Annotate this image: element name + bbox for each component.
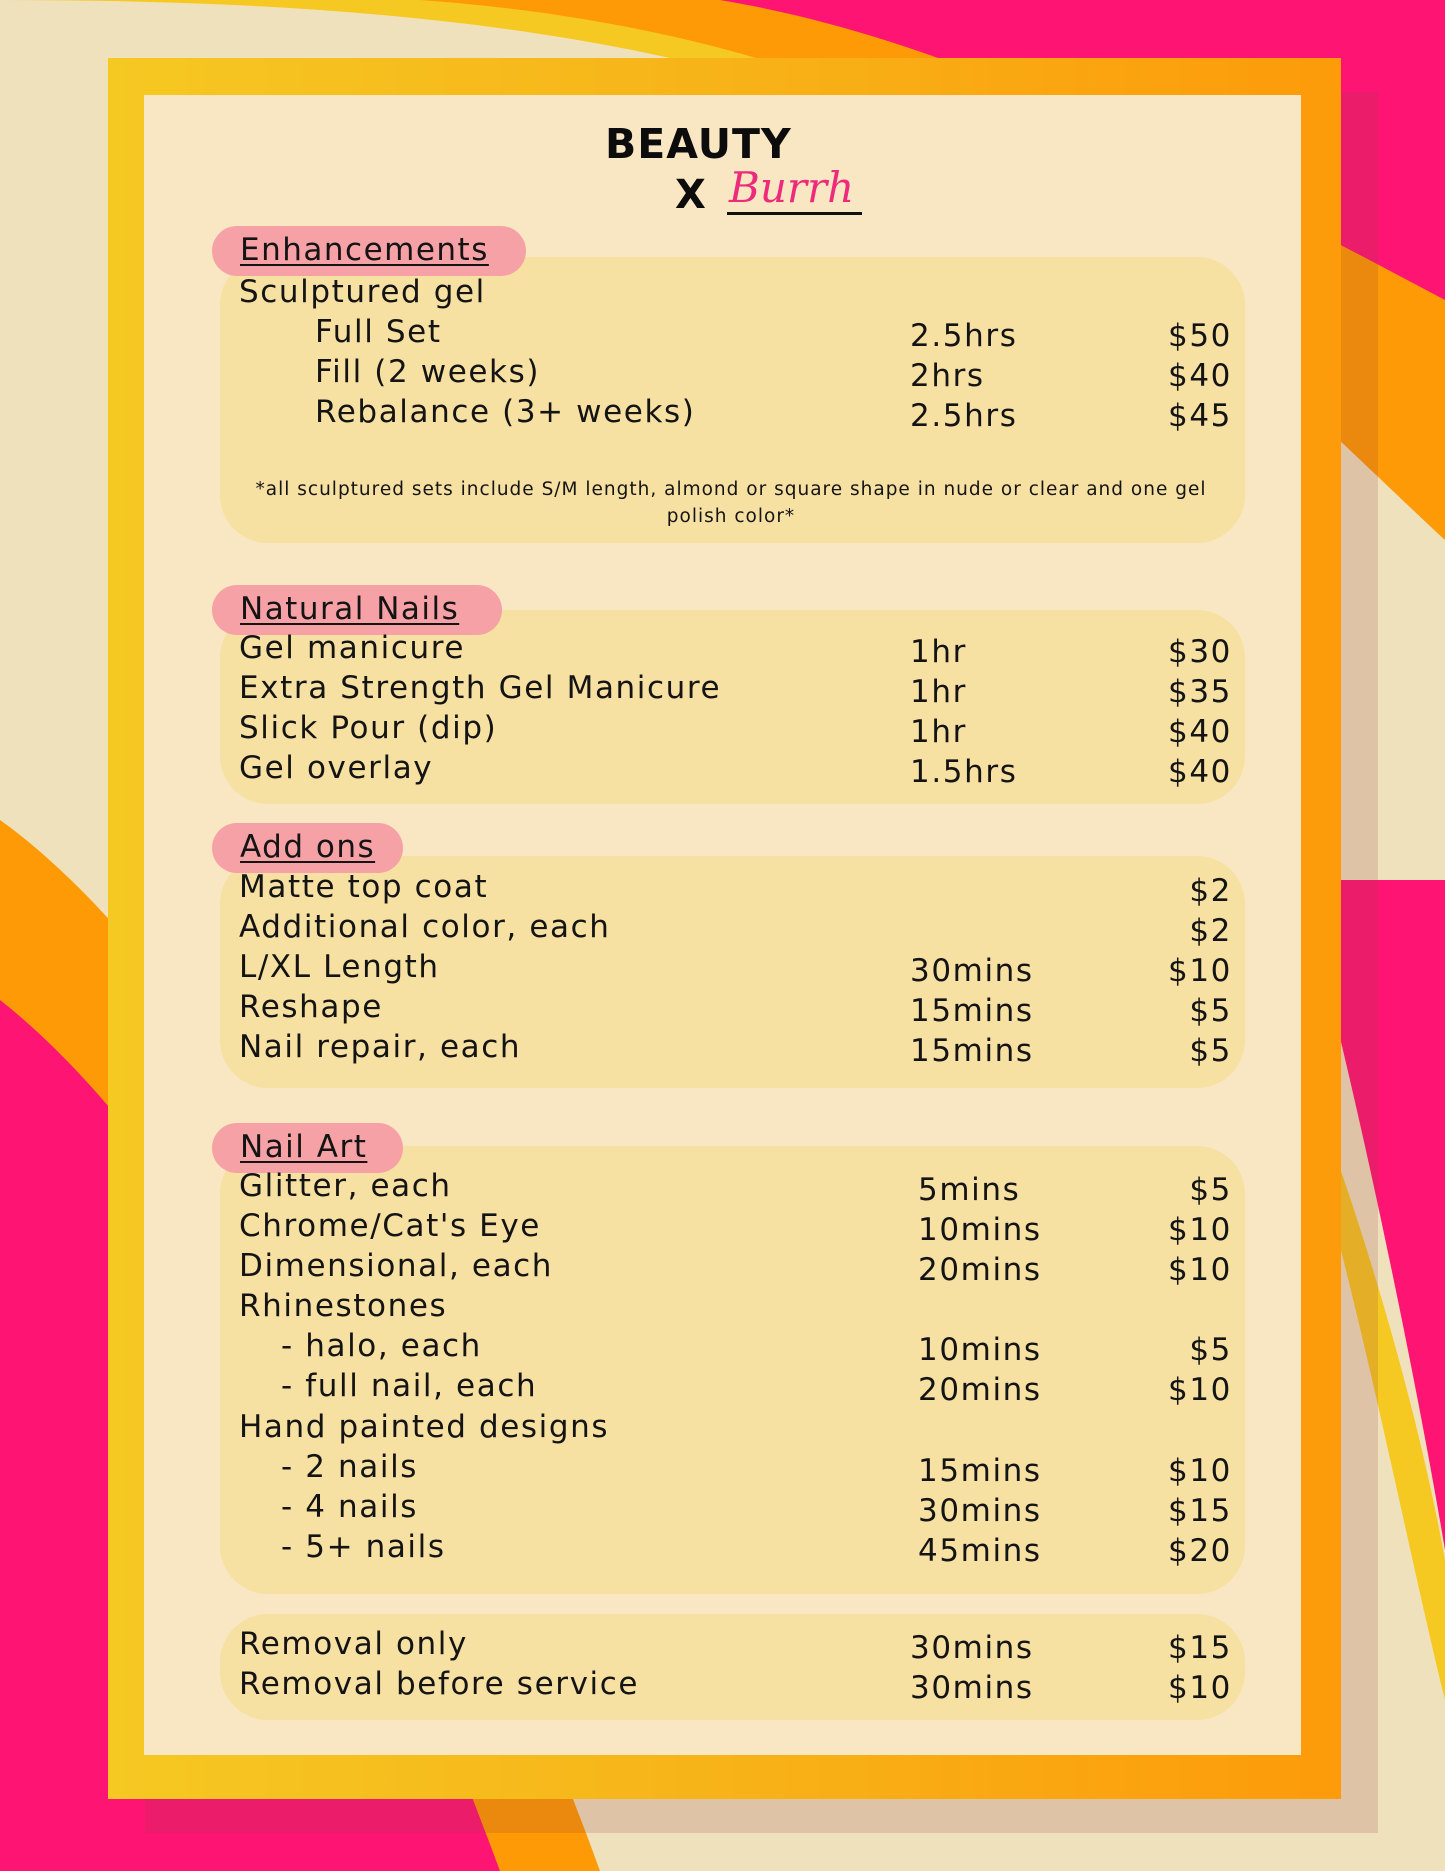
list-item [0, 630, 1445, 670]
item-name: Removal before service [239, 1666, 640, 1702]
item-price: $40 [1168, 358, 1232, 394]
list-item [0, 1489, 1445, 1529]
item-time: 10mins [918, 1332, 1042, 1368]
item-price: $2 [1189, 913, 1232, 949]
item-time: 20mins [918, 1372, 1042, 1408]
item-name: Fill (2 weeks) [315, 354, 541, 390]
item-price: $10 [1168, 953, 1232, 989]
list-item [0, 1409, 1445, 1449]
section-title: Enhancements [240, 232, 489, 268]
item-name: Full Set [315, 314, 442, 350]
list-item [0, 1666, 1445, 1706]
item-time: 10mins [918, 1212, 1042, 1248]
item-price: $30 [1168, 634, 1232, 670]
section-tag-nail-art [212, 1123, 403, 1173]
list-item [0, 750, 1445, 790]
item-name: Slick Pour (dip) [239, 710, 498, 746]
item-name: Gel manicure [239, 630, 466, 666]
item-time: 1hr [910, 634, 967, 670]
item-name: - 5+ nails [281, 1529, 446, 1565]
item-name: L/XL Length [239, 949, 440, 985]
list-item [0, 1626, 1445, 1666]
section-tag-natural-nails [212, 585, 502, 635]
list-item [0, 1449, 1445, 1489]
item-name: Dimensional, each [239, 1248, 554, 1284]
item-price: $10 [1168, 1212, 1232, 1248]
item-price: $10 [1168, 1372, 1232, 1408]
list-item [0, 989, 1445, 1029]
brand-x: X [675, 172, 706, 218]
item-name: Rhinestones [239, 1288, 448, 1324]
item-price: $10 [1168, 1670, 1232, 1706]
item-name: Reshape [239, 989, 383, 1025]
item-price: $15 [1168, 1493, 1232, 1529]
item-time: 2hrs [910, 358, 985, 394]
item-name: - 2 nails [281, 1449, 419, 1485]
list-item [0, 1328, 1445, 1368]
section-title: Add ons [240, 829, 376, 865]
brand-script: Burrh [727, 164, 862, 215]
item-time: 1hr [910, 714, 967, 750]
item-price: $50 [1168, 318, 1232, 354]
item-price: $40 [1168, 754, 1232, 790]
item-time: 15mins [918, 1453, 1042, 1489]
item-name: - halo, each [281, 1328, 482, 1364]
item-price: $5 [1189, 993, 1232, 1029]
list-item [0, 394, 1445, 434]
list-item [0, 1529, 1445, 1569]
item-price: $20 [1168, 1533, 1232, 1569]
item-name: Removal only [239, 1626, 468, 1662]
list-item [0, 274, 1445, 314]
item-name: Matte top coat [239, 869, 489, 905]
item-name: Sculptured gel [239, 274, 486, 310]
list-item [0, 1208, 1445, 1248]
list-item [0, 949, 1445, 989]
item-name: - 4 nails [281, 1489, 419, 1525]
item-name: Gel overlay [239, 750, 434, 786]
list-item [0, 1288, 1445, 1328]
item-name: Glitter, each [239, 1168, 452, 1204]
item-name: Additional color, each [239, 909, 611, 945]
section-title: Natural Nails [240, 591, 460, 627]
list-item [0, 909, 1445, 949]
item-time: 30mins [910, 1670, 1034, 1706]
item-time: 1hr [910, 674, 967, 710]
section-tag-enhancements [212, 226, 526, 276]
item-time: 15mins [910, 1033, 1034, 1069]
item-time: 30mins [910, 953, 1034, 989]
item-name: Extra Strength Gel Manicure [239, 670, 722, 706]
item-price: $45 [1168, 398, 1232, 434]
list-item [0, 670, 1445, 710]
section-tag-add-ons [212, 823, 403, 873]
enhancements-note: *all sculptured sets include S/M length, almond or square shape in nude or clear and one gel polish color* [255, 479, 1207, 527]
item-price: $40 [1168, 714, 1232, 750]
brand-beauty: BEAUTY [605, 120, 792, 168]
item-time: 1.5hrs [910, 754, 1018, 790]
item-price: $5 [1189, 1332, 1232, 1368]
item-time: 2.5hrs [910, 398, 1018, 434]
list-item [0, 1368, 1445, 1408]
brand-logo [605, 120, 875, 220]
item-name: Nail repair, each [239, 1029, 522, 1065]
item-price: $5 [1189, 1172, 1232, 1208]
list-item [0, 869, 1445, 909]
item-price: $15 [1168, 1630, 1232, 1666]
item-time: 5mins [918, 1172, 1021, 1208]
list-item [0, 1248, 1445, 1288]
item-time: 2.5hrs [910, 318, 1018, 354]
list-item [0, 314, 1445, 354]
item-time: 15mins [910, 993, 1034, 1029]
item-time: 20mins [918, 1252, 1042, 1288]
item-price: $2 [1189, 873, 1232, 909]
item-name: Rebalance (3+ weeks) [315, 394, 696, 430]
list-item [0, 710, 1445, 750]
item-time: 45mins [918, 1533, 1042, 1569]
item-name: Hand painted designs [239, 1409, 610, 1445]
item-price: $10 [1168, 1252, 1232, 1288]
list-item [0, 1029, 1445, 1069]
item-name: - full nail, each [281, 1368, 538, 1404]
item-time: 30mins [918, 1493, 1042, 1529]
list-item [0, 1168, 1445, 1208]
item-price: $10 [1168, 1453, 1232, 1489]
item-name: Chrome/Cat's Eye [239, 1208, 541, 1244]
item-price: $35 [1168, 674, 1232, 710]
item-time: 30mins [910, 1630, 1034, 1666]
item-price: $5 [1189, 1033, 1232, 1069]
list-item [0, 354, 1445, 394]
section-title: Nail Art [240, 1129, 368, 1165]
